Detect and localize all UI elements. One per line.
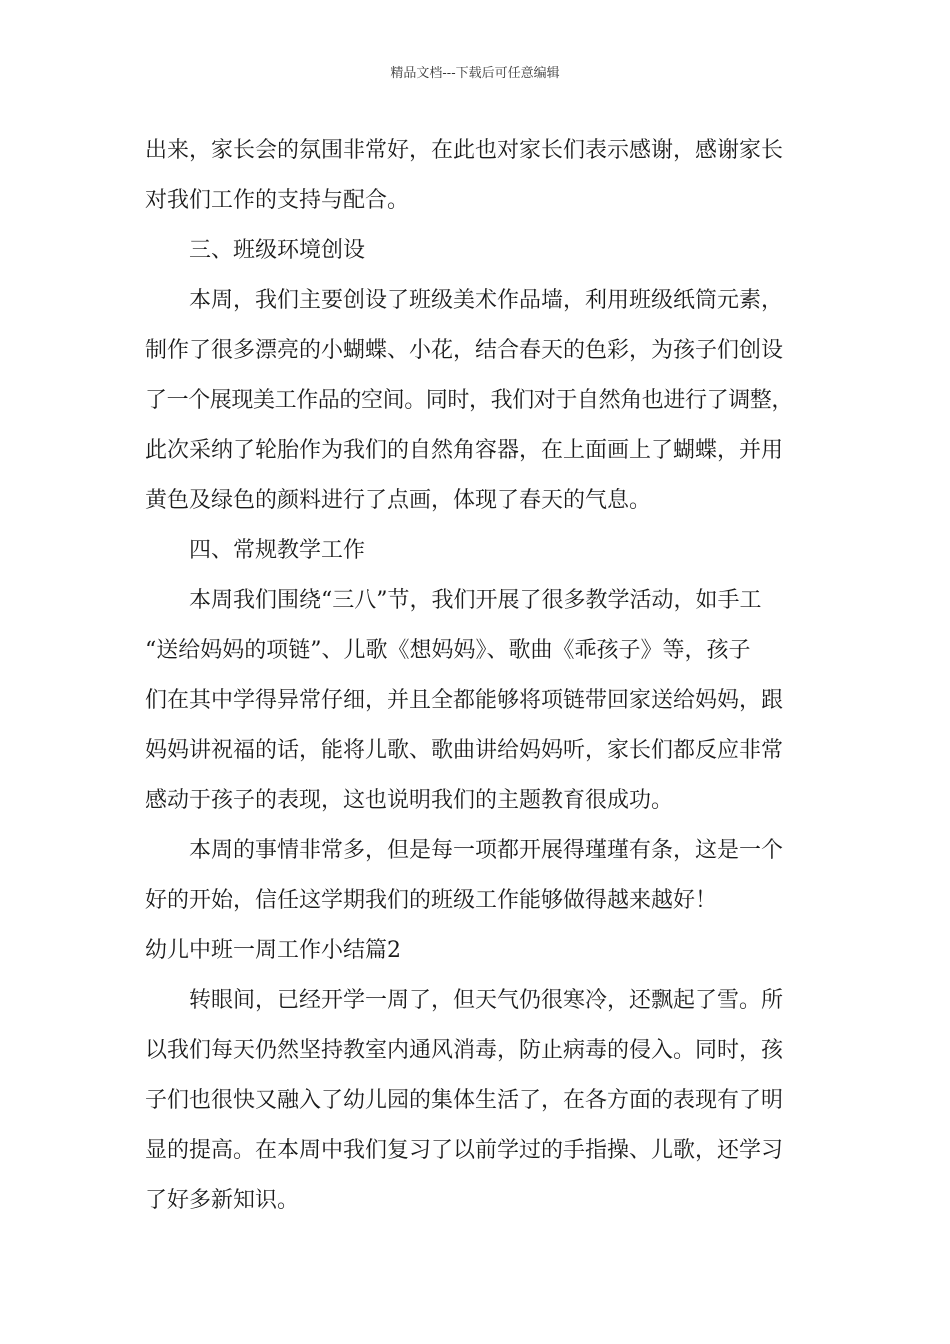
- paragraph-line: 子们也很快又融入了幼儿园的集体生活了，在各方面的表现有了明: [145, 1088, 784, 1113]
- paragraph-line: 黄色及绿色的颜料进行了点画，体现了春天的气息。: [145, 488, 652, 513]
- paragraph-line: 制作了很多漂亮的小蝴蝶、小花，结合春天的色彩，为孩子们创设: [145, 338, 784, 363]
- paragraph-line: 本周，我们主要创设了班级美术作品墙，利用班级纸筒元素，: [189, 288, 784, 313]
- paragraph-line: 了一个展现美工作品的空间。同时，我们对于自然角也进行了调整，: [145, 388, 794, 413]
- paragraph-line: 好的开始，信任这学期我们的班级工作能够做得越来越好！: [145, 888, 718, 913]
- paragraph-line: 感动于孩子的表现，这也说明我们的主题教育很成功。: [145, 788, 674, 813]
- paragraph-line: 本周我们围绕“三八”节，我们开展了很多教学活动，如手工: [189, 588, 762, 613]
- paragraph-line: 以我们每天仍然坚持教室内通风消毒，防止病毒的侵入。同时，孩: [145, 1038, 784, 1063]
- paragraph-line: 转眼间，已经开学一周了，但天气仍很寒冷，还飘起了雪。所: [189, 988, 784, 1013]
- paragraph-line: 本周的事情非常多，但是每一项都开展得瑾瑾有条，这是一个: [189, 838, 784, 863]
- section-heading: 三、班级环境创设: [189, 238, 366, 263]
- section-heading: 四、常规教学工作: [189, 538, 366, 563]
- document-body: [145, 126, 810, 1226]
- paragraph-line: 对我们工作的支持与配合。: [145, 188, 410, 213]
- page-header: 精品文档---下载后可任意编辑: [390, 66, 560, 81]
- paragraph-line: 显的提高。在本周中我们复习了以前学过的手指操、儿歌，还学习: [145, 1138, 784, 1163]
- paragraph-line: 了好多新知识。: [145, 1188, 300, 1213]
- article-title: 幼儿中班一周工作小结篇2: [145, 938, 401, 963]
- paragraph-line: 们在其中学得异常仔细，并且全都能够将项链带回家送给妈妈，跟: [145, 688, 784, 713]
- paragraph-line: “送给妈妈的项链”、儿歌《想妈妈》、歌曲《乖孩子》等，孩子: [145, 638, 751, 663]
- paragraph-line: 妈妈讲祝福的话，能将儿歌、歌曲讲给妈妈听，家长们都反应非常: [145, 738, 784, 763]
- paragraph-line: 此次采纳了轮胎作为我们的自然角容器，在上面画上了蝴蝶，并用: [145, 438, 784, 463]
- paragraph-line: 出来，家长会的氛围非常好，在此也对家长们表示感谢，感谢家长: [145, 138, 784, 163]
